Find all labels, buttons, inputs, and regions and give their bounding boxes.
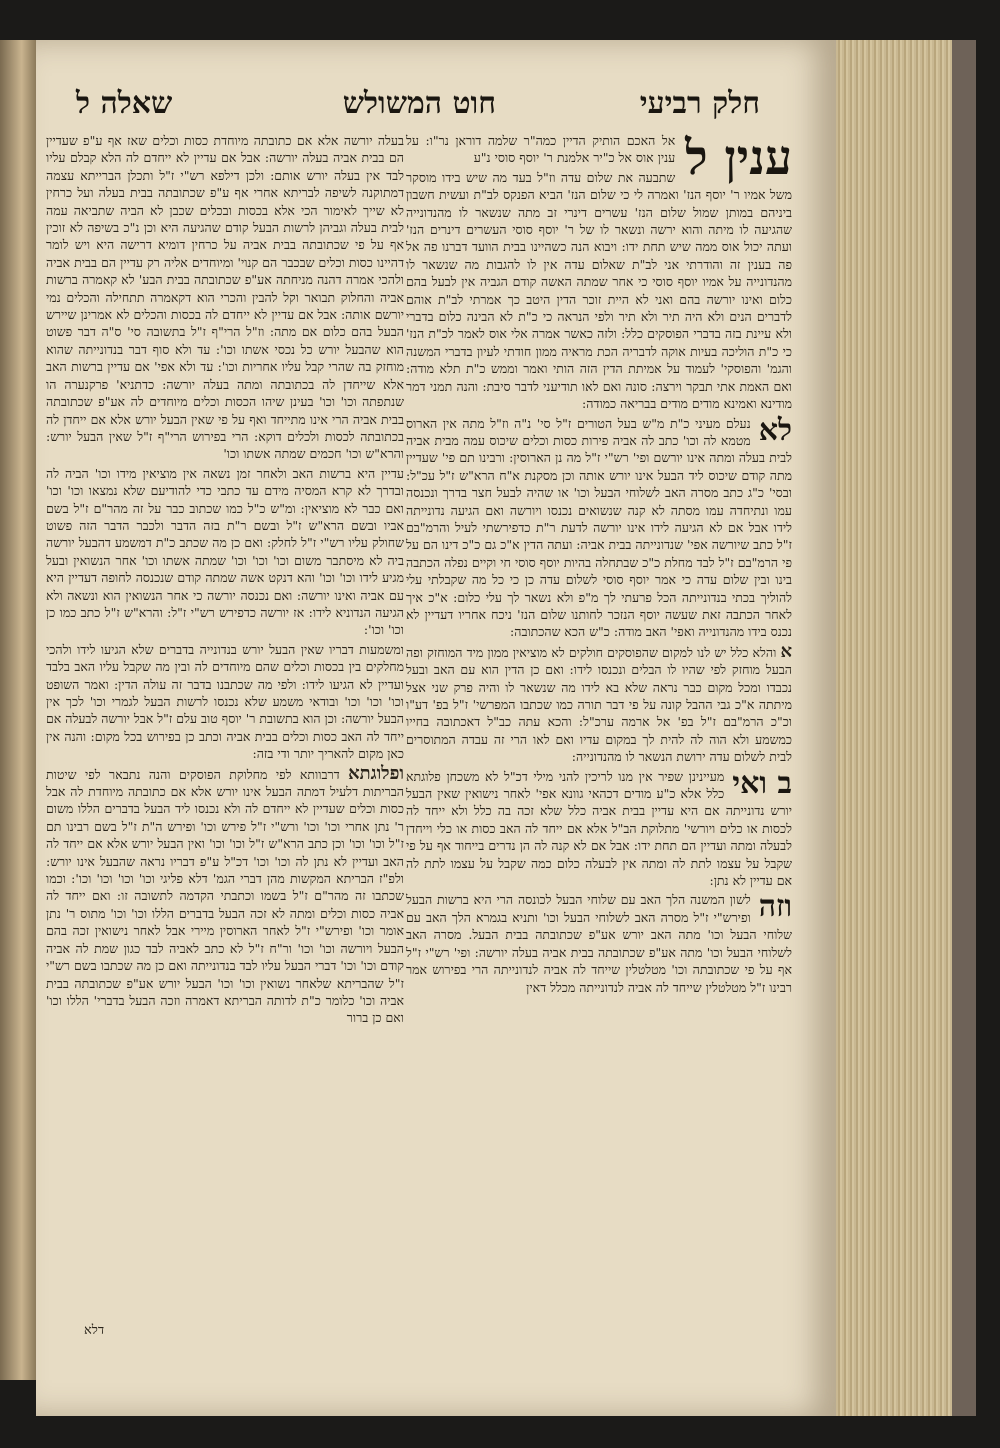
paragraph [406,640,792,766]
paragraph: עדיין היא ברשות האב ולאחר זמן נשאה אין מוציאין מידו וכו' הביה לה ובדרך לא קרא המסיה מידם עד כתבי כדי להודיעם שלא נמצאו וכו' וכו' ואם כבר לא מוציאין: ומ"ש כ"ל כמו שכתוב כבר על זה מהר"ם ז"ל בשם אביו ובשם הרא"ש ז"ל ובשם ר"ת בזה הדבר ולכבר הדבר הזה פשוט שחולק עליו רש"י ז"ל לחלק: ואם כן מה שכתב כ"ת דמשמע דהבעל יורשה ביה לא מיסתבר משום וכו' וכו' וכו' שמתה אשתו וכו' אחר הנשואין ובעל מגיע לידו וכו' וכו' והא דנקט אשה שמתה קודם שנכנסה לחופה דעדיין היא עם אביה ואינו יורשה: ואם נכנסה יורשה כי אחר הנשואין הוא ונשאה ולא הגיעה הנדוניא לידו: אז יורשה כדפירש רש"י ז"ל: והרא"ש ז"ל כתב כמו כן וכו' וכו': [46,465,404,638]
right-column [406,132,792,998]
paragraph [406,412,792,641]
previous-page-edge [0,40,36,1380]
left-column [46,132,404,1029]
section-letter: ב ואי [732,765,792,801]
intro-text: אל האכם הותיק הדיין כמה"ר שלמה דוראן נר"ו: על ענין אוס אל כ"יר אלמנת ר' יוסף סוסי נ"ע [406,133,676,166]
paragraph [406,765,792,890]
paragraph: שתבעה את שלום עדה וז"ל בעד מה שיש בידו מוסקר משל אמיו ר' יוסף הנז' ואמרה לי כי שלום הנז' הביא הפנקס לב"ת ועשית חשבון ביניהם במותן שמול שלום הנז' עשרים דינרי זב מתה שנשאר לו מהנדונייה שהגיעה לו מיתה והוא ירשה ונשאר לו של ר' יוסף סוסי העשרים דינרים הנז' ועתה יכול אוס ממה שיש תחת ידו: ויבוא הנה כשהיינו בבית הוועד דברנו פה אל פה בענין זה והודרתי אני לב"ת שאלום עדה אין לו להגבות מה שנשאר לו מהנדונייה על אמיו יוסף סוסי כי אחר שמתה האשה קודם הגביה אין לבעל בהם כלום ואינו יורשה בהם ואני לא היית זוכר הדין היטב כך אמרתי לב"ת אוהם לדברים הנים ולא היה תיר ולא תיר ולפי הנראה כי כ"ת לא הבינה כלום בדברי ולא עיינת בזה בדברי הפוסקים כלל: ולזה כאשר אמרה אלי אוס לאמר לכ"ת הנז' כי כ"ת הוליכה בעיות אוקה לדבריה הכת מראיה ממון חודתי לעיון בדברי המשנה והגמ' והפוסקי' לעמוד על אמיתת הדין הזה הותי ואמר וממש כ"ת תלא מודה: ואם האמת אתי תבקר וירצה: סונה ואם לאו תודיעני לדבר סיבת: והנה תמני דמר מודינא ואמינא מודים מודים בבריאה כמודה: [406,169,792,412]
paragraph: בעלה יורשה אלא אם כתובתה מיוחדת כסות וכלים שאז אף ע"פ שעדיין הם בבית אביה בעלה יורשה: אבל אם עדיין לא ייחדם לה הלא קבלם עליו לבד אין בעלה יורש אותם: ולכן דילפא רש"י ז"ל ותכלן הברייתא עצמה דמתוקנה לשיפה לבריתא אחרי אף ע"פ שכתובתה בבית בעלה ועל כרחין לא שייך לאימור הכי אלא בכסות ובכלים שכבן לא הביה שתביאה עמה לבית בעלה וגביהן לרשות הבעל קודם שהגיעה היא וכן נ"כ בשיפה לא זוכין אף על פי שכתובתה בבית אביה על כרחין דומיא דרישה היא ויש לומר דהיינו כסות וכלים שבכבר הם קנוי' ומיוחדים אליה רק עדיין הם בבית אביה ולהכי אמרה דהנה מניחתה אע"פ שכתובתה בבית הבע' לא קאמרה ברשות אביה והחלוק תבואר וקל להבין והכרי הוא דקאמרה תתחילה והכלים נמי יורשם אותה: אבל אם עדיין לא ייחדם לה בכסות והכלים לא אמרינן שיירש הבעל בהם כלום אם מתה: וז"ל הרי"ף ז"ל בתשובה סי' ס"ה דבר פשוט הוא שהבעל יורש כל נכסי אשתו וכו': עד ולא סוף דבר בנדונייתה שהוא מוחזק בה שהרי קבל עליו אחריות וכו': עד ולא אפי' אם עדיין ברשות האב אלא שייחדן לה בכתובתה ומתה בעלה יורשה: כדתניא' פרקנערה הו שנתפתה וכו' וכו' בעינן שיהו הכסות וכלים מיוחדים לה אע"פ שכתובתה בבית אביה הרי אינו מתייחד ואף על פי שאין הבעל יורש אלא אם ייחדן לה בכתובתה לכסות ולכלים דוקא: הרי בפירוש הרי"ף ז"ל שאין הבעל יורש: והרא"ש וכו' חכמים שמתה אשתו וכו' [46,133,404,462]
header-part: חלק רביעי [639,86,760,121]
running-header [36,68,836,128]
book-spine [952,40,976,1416]
section-letter: לא [758,412,792,448]
header-question: שאלה ל [76,86,173,121]
paragraph-text: והלא כלל יש לנו למקום שהפוסקים חולקים לא מוציאין ממון מיד המוחזק ופה הבעל מוחזק לפי שהיו לו הבלים ונכנסו לידו: ואם כן הדין הוא עם האב ובעל נכבדו ומכל מקום כבר נראה שלא בא לידו מה שנשאר לו והיה פרק שני אצל מיתתה א"כ גבי ההבל קונה על פי דבר תורה כמו שכתבו המפרשי' ז"ל בפ' דע"ו וכ"כ הרמ"בם ז"ל בפ' אל ארמה ערכ"ל: והכא עתה כב"ל דאכתובה בחייו כמשמע ולא הוה לה להית לך במקום עדיו ואם לאו הרי זה עבדה המתוסרים לבית לשלום עדה ירושת הנשאר לו מהנדונייה: [406,644,792,765]
section-word: ופלוגתא [348,762,404,784]
catchword: דלא [84,1323,105,1338]
header-title: חוט המשולש [342,86,496,121]
paragraph-text: נעלם מעיני כ"ת מ"ש בעל הטורים ז"ל סי' נ"ה וז"ל מתה אין הארוס מטמא לה וכו' כתב לה אביה פירות כסות וכלים שיכוס עמה מבית אביה לבית בעלה ומתה אינו יורשם ופי' רש"י ז"ל מה נן הארוסין: ורבינו תם פי' שעדיין מתה קודם שיכוס ליד הבעל אינו יורש אותה וכן מסקנת א"ח הרא"ש ז"ל עכ"ל: ובסי' כ"ג כתב מסרה האב לשלוחי הבעל וכו' או שהיה לבעל חצר בדרך ונכנסה עמו ונתיחדה עמו מסתה לא קנה שנשואים נכנסו ויורשה ואם הגיעה נדונייתה לידו אבל אם לא הגיעה לידו אינו יורשה לדעת ר"ת כדפירשתי לעיל והרמ"בם ז"ל כתב שיורשה אפי' שנדונייתה בבית אביה: ועתה הדין א"כ גם כ"כ דינו הם על פי הרמ"בם ז"ל לבד מחלת כ"כ שבתחלה בהיות יוסף סוסי חי וקיים נפלה הכתבה בינו ובין שלום עדה כי אמר יוסף סוסי לשלום עדה כן כי כל מה שקבלתי עלי להוליך בכתי בנדונייתה הכל פרעתי לך מ"פ ולא נשאר לך עלי כלום: א"כ איך לאחר הכתבה זאת שעשה יוסף הנזכר לחותנו שלום הנז' ניכח אחריו דעדיין לא נכנס בידו מהנדונייה ואפי' האב מודה: כ"ש הכא שהכתובה: [406,415,792,640]
section-title: ענין ל [685,130,792,186]
paragraph-text: מעיינינן שפיר אין מנו לריכין להני מילי דכ"ל לא משכחן פלוגתא כלל אלא כ"ע מודים דכהאי גוונא אפי' לאחר נישואין שאין הבעל יורש נדונייתה אם היא עדיין בבית אביה כלל שלא זכה בה כלל ולא ייחד לה לכסות או כלים ויורשי' מתלוקת הב"ל אלא אם ייחד לה האב כסות או כלי וייחדן לבעלה ומתה ועדיין הם תחת ידו: אבל אם לא קנה לה הן נדרים בייחוד אף על פי שקבל על עצמו לתת לה ומתה אין לבעלה כלום כמה שקבל על עצמו לתת לה אם עדיין לא נתן: [406,768,792,889]
paragraph: ומשמעות דבריו שאין הבעל יורש בנדונייה בדברים שלא הגיעו לידו ולהכי מחלקים בין בכסות וכלים שהם מיוחדים לה ובין מה שקבל עליו האב בלבד ועדיין לא הגיעו לידו: ולפי מה שכתבנו בדבר זה עולה הדין: ואמר השופט וכו' וכו' וכו' ובודאי משמע שלא נכנסו לרשות הבעל לגמרי וכו' לכך אין הבעל יורשה: וכן הוא בתשובת ר' יוסף טוב עלם ז"ל אבל יורשה לבעלה אם ייחד לה האב כסות וכלים בבית אביה וכתב כן בפירוש בכל מקום: והנה אין כאן מקום להאריך יותר ודי בזה: [46,641,404,762]
paragraph-text: לשון המשנה הלך האב עם שלוחי הבעל לכונסה הרי היא ברשות הבעל ופירש"י ז"ל מסרה האב לשלוחי הבעל וכו' ותניא בגמרא הלך האב עם שלוחי הבעל וכו' מתה האב יורש אע"פ שכתובתה בבית הבעל. מסרה האב לשלוחי הבעל וכו' מתה אע"פ שכתובתה בבית אביה בעלה יורשה: ופי' רש"י ז"ל אף על פי שכתובתה וכו' מטלטלין שייחד לה אביה לנדונייתה הרי בפירוש אמר רבינו ז"ל מטלטלין שייחד לה אביה לנדונייתה מכלל דאין [406,892,792,995]
book-page [36,40,836,1416]
paragraph [406,891,792,995]
section-letter: וזה [758,889,792,925]
paragraph [46,762,404,1027]
section-letter: א [780,640,792,662]
paragraph-text: דרבוותא לפי מחלוקת הפוסקים והנה נתבאר לפי שיטות הבריתות דלעיל דמתה הבעל אינו יורש אלא אם כתובתה מיוחדת לה אבל כסות וכלים שעדיין לא ייחדם לה ולא נכנסו ליד הבעל בדברים הללו משום ר' נתן אחרי וכו' וכו' ורש"י ז"ל פירש וכו' ופירש ה"ת ז"ל בשם רבינו תם ז"ל וכו' וכו' וכן כתב הרא"ש ז"ל וכו' וכו' ואין הבעל יורש אלא אם ייחד לה האב ועדיין לא נתן לה וכו' וכו' דכ"ל ע"פ דבריו נראה שהבעל אינו יורש: ולפ"ז הבריתא המקשות מהן דברי הגמ' דלא פליגי וכו' וכו' וכו' וכו': וכמו שכתבו זה מהר"ם ז"ל בשמו וכתבתי הקדמה לתשובה זו: ואם ייחד לה אביה כסות וכלים ומתה לא זכה הבעל בדברים הללו וכו' וכו' מתוס ר' נתן אומר וכו' ופירש"י ז"ל לאחר הארוסין מיירי אבל לאחר נישואין זכה בהם הבעל ויורשה וכו' וכו' ור"ח ז"ל לא כתב לאביה לבד כגון שמת לה אביה קודם וכו' וכו' דברי הבעל עליו לבד בנדונייתה ואם כן מה שכתבו בשם רש"י ז"ל שהבריתא שלאחר נשואין וכו' וכו' הבעל יורש אע"פ שכתובתה בבית אביה וכו' כלומר כ"ת לדותה הבריתא דאמרה וזכה הבעל בדברי' הללו וכו' ואם כן ברור [46,766,404,1026]
